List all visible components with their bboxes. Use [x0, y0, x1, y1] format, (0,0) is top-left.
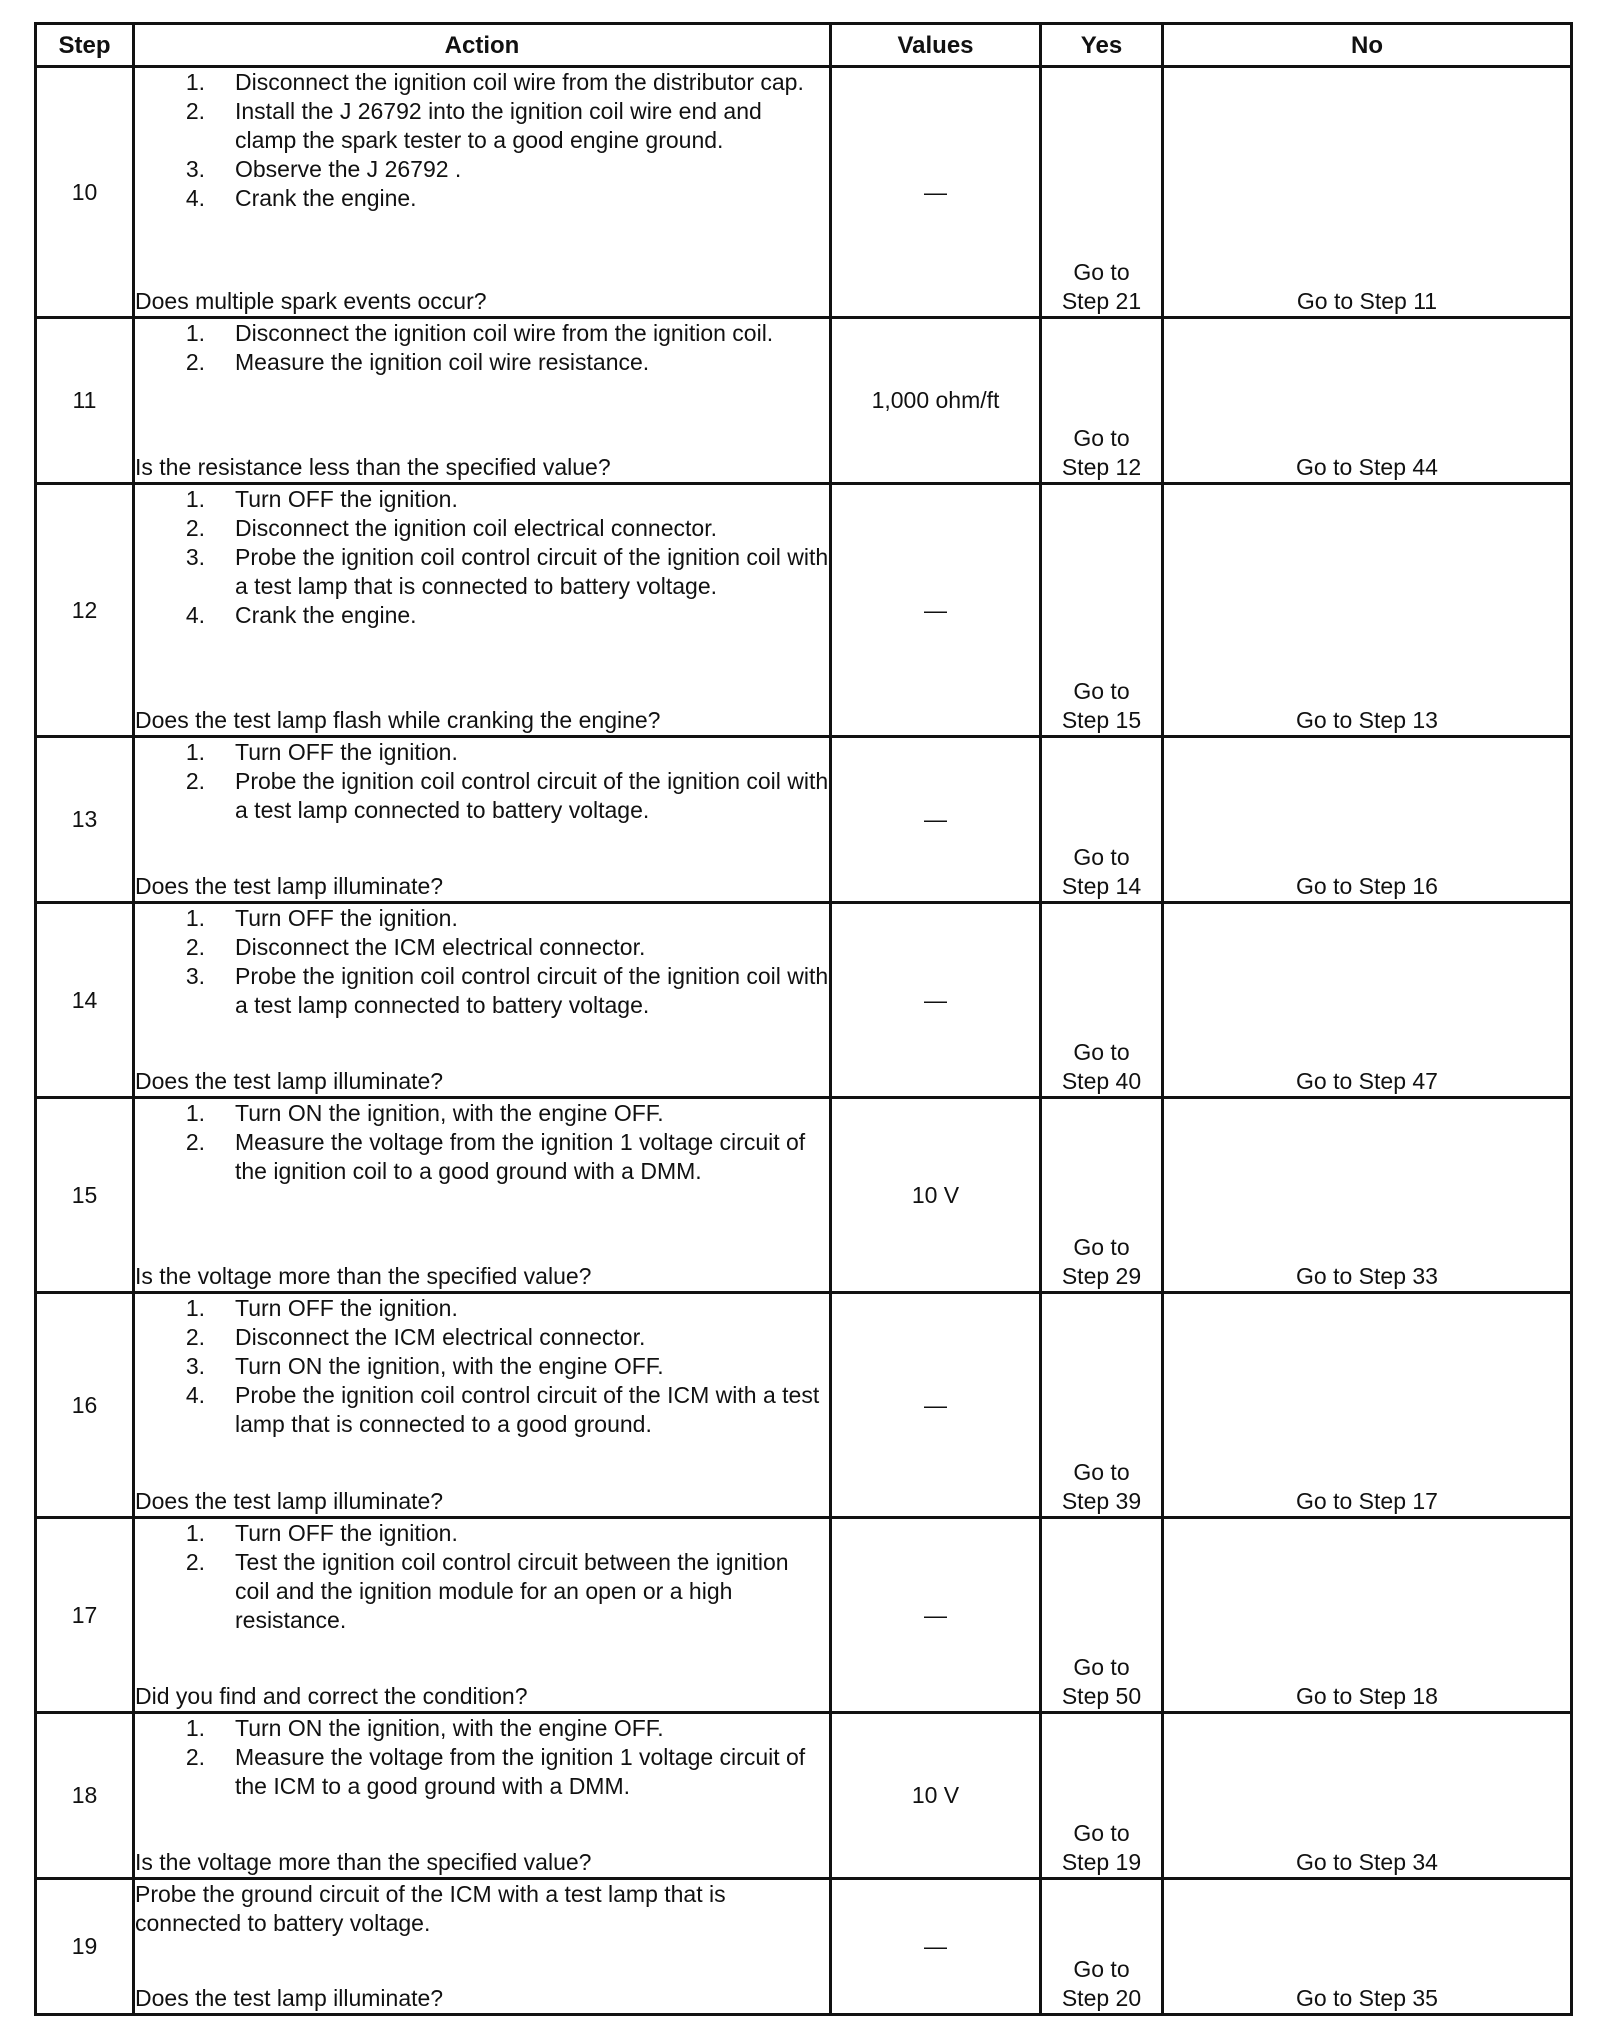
step-number: 10 — [36, 67, 134, 318]
action-step-text: Disconnect the ICM electrical connector. — [235, 1324, 646, 1350]
action-cell — [134, 484, 831, 737]
action-question: Does the test lamp flash while cranking the engine? — [135, 707, 661, 733]
action-question: Did you find and correct the condition? — [135, 1683, 528, 1709]
no-goto-link[interactable]: Go to Step 17 — [1296, 1488, 1438, 1514]
action-step-number: 1. — [185, 320, 205, 346]
no-cell — [1163, 318, 1572, 484]
no-cell — [1163, 737, 1572, 903]
action-step-number: 1. — [185, 1295, 205, 1321]
action-step-number: 2. — [185, 1324, 205, 1350]
action-cell — [134, 67, 831, 318]
action-step — [135, 319, 829, 348]
table-row — [36, 484, 1572, 737]
action-question: Does the test lamp illuminate? — [135, 1068, 444, 1094]
yes-cell — [1041, 1293, 1163, 1518]
action-step — [135, 348, 829, 377]
table-row — [36, 318, 1572, 484]
yes-cell — [1041, 1713, 1163, 1879]
action-steps-list — [135, 1294, 829, 1439]
action-step-text: Disconnect the ignition coil wire from the ignition coil. — [235, 320, 774, 346]
action-step — [135, 543, 829, 601]
action-content — [135, 738, 829, 901]
yes-cell — [1041, 67, 1163, 318]
table-row — [36, 67, 1572, 318]
action-step-number: 3. — [185, 156, 205, 182]
action-content — [135, 485, 829, 735]
action-steps-list — [135, 1099, 829, 1186]
action-step-text: Disconnect the ignition coil electrical connector. — [235, 515, 717, 541]
action-question: Does the test lamp illuminate? — [135, 873, 444, 899]
yes-cell — [1041, 1098, 1163, 1293]
action-step-text: Turn ON the ignition, with the engine OFF. — [235, 1715, 664, 1741]
header-row — [36, 24, 1572, 67]
action-question: Is the voltage more than the specified value? — [135, 1849, 592, 1875]
step-number: 12 — [36, 484, 134, 737]
value-cell: — — [831, 484, 1041, 737]
action-content — [135, 904, 829, 1096]
action-content — [135, 1714, 829, 1877]
action-step-text: Turn ON the ignition, with the engine OFF. — [235, 1100, 664, 1126]
yes-goto-link[interactable]: Go to Step 14 — [1061, 844, 1142, 899]
action-step-text: Install the J 26792 into the ignition coil wire end and clamp the spark tester to a good engine ground. — [235, 98, 762, 153]
value-cell: — — [831, 903, 1041, 1098]
action-cell — [134, 1713, 831, 1879]
no-cell — [1163, 1713, 1572, 1879]
action-content — [135, 1294, 829, 1516]
action-step-number: 2. — [185, 934, 205, 960]
yes-goto-link[interactable]: Go to Step 19 — [1061, 1820, 1142, 1875]
step-number: 18 — [36, 1713, 134, 1879]
value-cell: — — [831, 1293, 1041, 1518]
table-row — [36, 1713, 1572, 1879]
action-step-number: 1. — [185, 1520, 205, 1546]
header-values: Values — [831, 24, 1041, 67]
header-no: No — [1163, 24, 1572, 67]
action-step — [135, 97, 829, 155]
action-steps-list — [135, 904, 829, 1020]
action-step-number: 3. — [185, 963, 205, 989]
action-step — [135, 933, 829, 962]
action-question: Is the voltage more than the specified value? — [135, 1263, 592, 1289]
action-step-number: 1. — [185, 905, 205, 931]
action-question: Is the resistance less than the specified value? — [135, 454, 611, 480]
action-step-text: Observe the J 26792 . — [235, 156, 462, 182]
action-step — [135, 962, 829, 1020]
action-step-text: Turn OFF the ignition. — [235, 1520, 458, 1546]
table-row — [36, 1098, 1572, 1293]
action-step — [135, 904, 829, 933]
action-step — [135, 155, 829, 184]
action-step-number: 2. — [185, 1744, 205, 1770]
action-steps-list — [135, 1714, 829, 1801]
yes-goto-link[interactable]: Go to Step 40 — [1061, 1039, 1142, 1094]
action-cell — [134, 318, 831, 484]
no-goto-link[interactable]: Go to Step 44 — [1296, 454, 1438, 480]
step-number: 17 — [36, 1518, 134, 1713]
action-step-number: 1. — [185, 1715, 205, 1741]
diagnostic-table — [34, 22, 1573, 2016]
no-goto-link[interactable]: Go to Step 35 — [1296, 1985, 1438, 2011]
value-cell: — — [831, 67, 1041, 318]
action-step-number: 1. — [185, 486, 205, 512]
step-number: 11 — [36, 318, 134, 484]
no-cell — [1163, 67, 1572, 318]
header-action: Action — [134, 24, 831, 67]
step-number: 19 — [36, 1879, 134, 2015]
action-question: Does the test lamp illuminate? — [135, 1488, 444, 1514]
action-step — [135, 68, 829, 97]
action-step-number: 4. — [185, 602, 205, 628]
value-cell: — — [831, 737, 1041, 903]
no-cell — [1163, 1879, 1572, 2015]
action-step-number: 2. — [185, 768, 205, 794]
action-step — [135, 1323, 829, 1352]
action-step — [135, 1381, 829, 1439]
action-step-text: Probe the ignition coil control circuit of the ignition coil with a test lamp connected to battery voltage. — [235, 768, 829, 823]
action-step — [135, 1352, 829, 1381]
action-steps-list — [135, 485, 829, 630]
no-goto-link[interactable]: Go to Step 34 — [1296, 1849, 1438, 1875]
step-number: 16 — [36, 1293, 134, 1518]
header-step: Step — [36, 24, 134, 67]
header-yes: Yes — [1041, 24, 1163, 67]
action-step-text: Turn ON the ignition, with the engine OFF. — [235, 1353, 664, 1379]
yes-cell — [1041, 318, 1163, 484]
action-step — [135, 601, 829, 630]
table-row — [36, 1518, 1572, 1713]
action-content — [135, 68, 829, 316]
no-cell — [1163, 1098, 1572, 1293]
action-step — [135, 1519, 829, 1548]
action-step-number: 3. — [185, 544, 205, 570]
action-step-text: Disconnect the ignition coil wire from the distributor cap. — [235, 69, 804, 95]
no-cell — [1163, 903, 1572, 1098]
step-number: 15 — [36, 1098, 134, 1293]
value-cell: 10 V — [831, 1713, 1041, 1879]
action-step-number: 3. — [185, 1353, 205, 1379]
action-step-text: Test the ignition coil control circuit between the ignition coil and the ignition module for an open or a high resistance. — [235, 1549, 789, 1633]
action-step — [135, 1294, 829, 1323]
action-step-text: Probe the ignition coil control circuit of the ignition coil with a test lamp that is connected to battery voltage. — [235, 544, 829, 599]
action-step-text: Crank the engine. — [235, 185, 417, 211]
table-row — [36, 737, 1572, 903]
action-step-number: 2. — [185, 98, 205, 124]
action-step-number: 4. — [185, 185, 205, 211]
no-goto-link[interactable]: Go to Step 13 — [1296, 707, 1438, 733]
yes-goto-link[interactable]: Go to Step 20 — [1061, 1956, 1142, 2011]
no-cell — [1163, 1293, 1572, 1518]
action-step-text: Measure the ignition coil wire resistance. — [235, 349, 650, 375]
yes-cell — [1041, 484, 1163, 737]
action-step-text: Measure the voltage from the ignition 1 voltage circuit of the ICM to a good ground with a DMM. — [235, 1744, 806, 1799]
yes-goto-link[interactable]: Go to Step 29 — [1061, 1234, 1142, 1289]
action-steps-list — [135, 738, 829, 825]
action-step-number: 2. — [185, 1129, 205, 1155]
action-step-text: Turn OFF the ignition. — [235, 905, 458, 931]
action-step — [135, 738, 829, 767]
action-step-number: 1. — [185, 739, 205, 765]
no-goto-link[interactable]: Go to Step 16 — [1296, 873, 1438, 899]
action-content — [135, 1519, 829, 1711]
action-question: Does multiple spark events occur? — [135, 288, 487, 314]
action-question: Does the test lamp illuminate? — [135, 1985, 444, 2011]
action-step-number: 2. — [185, 1549, 205, 1575]
yes-cell — [1041, 1879, 1163, 2015]
yes-goto-link[interactable]: Go to Step 12 — [1061, 425, 1142, 480]
action-step — [135, 1714, 829, 1743]
action-step-text: Turn OFF the ignition. — [235, 739, 458, 765]
action-step-number: 2. — [185, 349, 205, 375]
action-step — [135, 485, 829, 514]
action-step — [135, 1099, 829, 1128]
action-cell — [134, 737, 831, 903]
yes-goto-link[interactable]: Go to Step 39 — [1061, 1459, 1142, 1514]
action-step-text: Probe the ignition coil control circuit of the ICM with a test lamp that is connected to a good ground. — [235, 1382, 820, 1437]
value-cell: — — [831, 1518, 1041, 1713]
action-cell — [134, 1098, 831, 1293]
yes-goto-link[interactable]: Go to Step 21 — [1061, 259, 1142, 314]
action-step-number: 1. — [185, 69, 205, 95]
action-cell — [134, 1879, 831, 2015]
value-cell: 1,000 ohm/ft — [831, 318, 1041, 484]
action-step — [135, 184, 829, 213]
action-cell — [134, 1518, 831, 1713]
action-content — [135, 1880, 829, 2013]
no-goto-link[interactable]: Go to Step 18 — [1296, 1683, 1438, 1709]
table-row — [36, 1879, 1572, 2015]
yes-cell — [1041, 737, 1163, 903]
action-step-text: Probe the ignition coil control circuit of the ignition coil with a test lamp connected to battery voltage. — [235, 963, 829, 1018]
table-row — [36, 1293, 1572, 1518]
table-body — [36, 67, 1572, 2015]
action-step-text: Crank the engine. — [235, 602, 417, 628]
action-step-text: Turn OFF the ignition. — [235, 486, 458, 512]
action-step — [135, 1128, 829, 1186]
step-number: 13 — [36, 737, 134, 903]
action-step — [135, 1743, 829, 1801]
action-step — [135, 1548, 829, 1635]
no-cell — [1163, 1518, 1572, 1713]
action-step-number: 2. — [185, 515, 205, 541]
action-step-number: 1. — [185, 1100, 205, 1126]
action-step — [135, 767, 829, 825]
action-content — [135, 1099, 829, 1291]
value-cell: — — [831, 1879, 1041, 2015]
value-cell: 10 V — [831, 1098, 1041, 1293]
yes-cell — [1041, 1518, 1163, 1713]
no-goto-link[interactable]: Go to Step 11 — [1296, 288, 1438, 314]
action-step-text: Measure the voltage from the ignition 1 voltage circuit of the ignition coil to a good ground with a DMM. — [235, 1129, 806, 1184]
yes-cell — [1041, 903, 1163, 1098]
action-steps-list — [135, 68, 829, 213]
table-row — [36, 903, 1572, 1098]
no-goto-link[interactable]: Go to Step 33 — [1296, 1263, 1438, 1289]
yes-goto-link[interactable]: Go to Step 15 — [1061, 678, 1142, 733]
action-content — [135, 319, 829, 482]
yes-goto-link[interactable]: Go to Step 50 — [1061, 1654, 1142, 1709]
action-step-text: Disconnect the ICM electrical connector. — [235, 934, 646, 960]
action-step-text: Turn OFF the ignition. — [235, 1295, 458, 1321]
no-goto-link[interactable]: Go to Step 47 — [1296, 1068, 1438, 1094]
action-step — [135, 514, 829, 543]
no-cell — [1163, 484, 1572, 737]
action-step-number: 4. — [185, 1382, 205, 1408]
step-number: 14 — [36, 903, 134, 1098]
action-cell — [134, 903, 831, 1098]
action-text: Probe the ground circuit of the ICM with a test lamp that is connected to battery voltage. — [135, 1881, 726, 1936]
action-steps-list — [135, 1519, 829, 1635]
action-cell — [134, 1293, 831, 1518]
action-steps-list — [135, 319, 829, 377]
